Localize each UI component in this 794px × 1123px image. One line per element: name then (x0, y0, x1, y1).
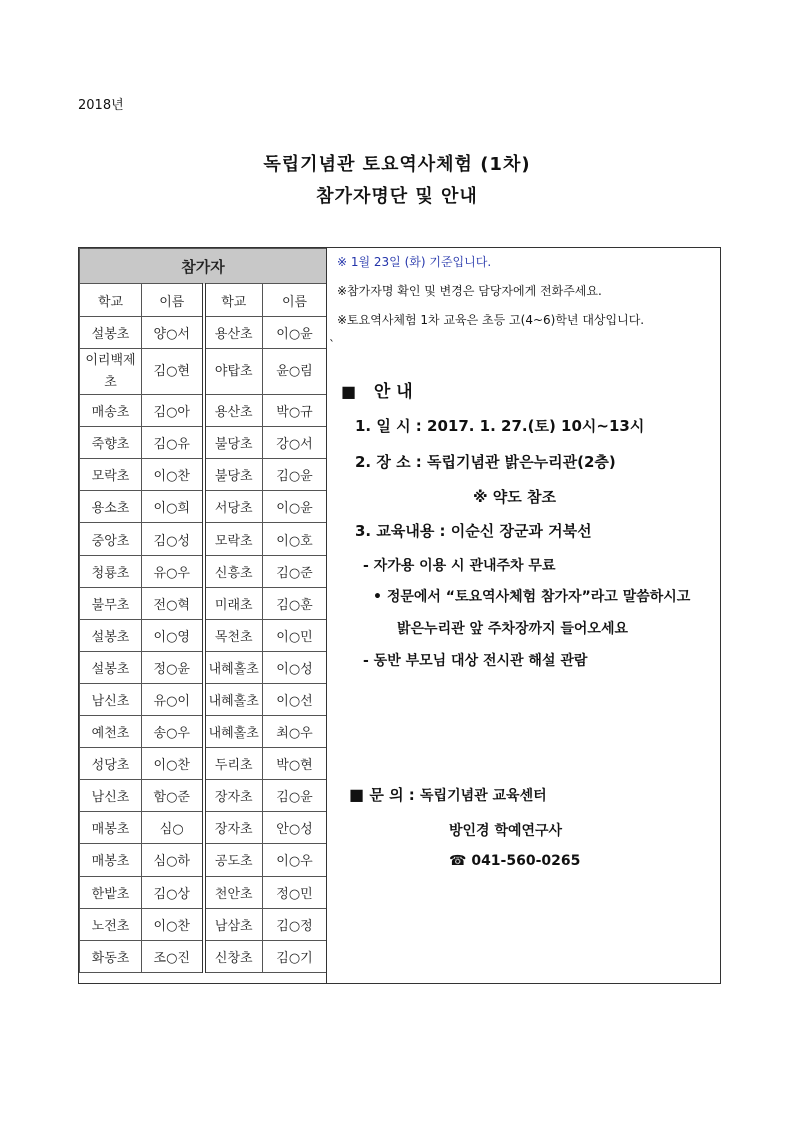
phone-number: 041-560-0265 (471, 853, 581, 869)
guide-place: 2. 장 소 : 독립기념관 밝은누리관(2층) (355, 453, 616, 471)
name-cell: 김○상 (142, 876, 204, 908)
name-cell: 심○ (142, 812, 204, 844)
name-cell: 김○정 (263, 908, 327, 940)
phone-icon: ☎ (449, 853, 467, 869)
table-row (80, 317, 327, 349)
school-cell: 매송초 (80, 395, 142, 427)
table-row (80, 908, 327, 940)
name-cell: 조○진 (142, 940, 204, 972)
notes-block (337, 254, 717, 341)
name-cell: 김○윤 (263, 780, 327, 812)
name-cell: 이○영 (142, 619, 204, 651)
name-cell: 김○성 (142, 523, 204, 555)
school-cell: 설봉초 (80, 317, 142, 349)
name-cell: 박○규 (263, 395, 327, 427)
school-cell: 매봉초 (80, 844, 142, 876)
guide-heading (341, 377, 413, 402)
column-header: 학교 (80, 284, 142, 317)
school-cell: 내혜홀초 (204, 716, 263, 748)
name-cell: 송○우 (142, 716, 204, 748)
table-row (80, 427, 327, 459)
table-row (80, 876, 327, 908)
school-cell: 공도초 (204, 844, 263, 876)
school-cell: 두리초 (204, 748, 263, 780)
stray-mark: ` (329, 338, 335, 352)
name-cell: 이○호 (263, 523, 327, 555)
contact-person: 방인경 학예연구사 (449, 823, 563, 839)
name-cell: 심○하 (142, 844, 204, 876)
guide-parents: - 동반 부모님 대상 전시관 해설 관람 (363, 653, 588, 669)
name-cell: 이○민 (263, 619, 327, 651)
note-date: ※ 1월 23일 (화) 기준입니다. (337, 255, 492, 269)
column-header: 이름 (142, 284, 204, 317)
note-target: ※토요역사체험 1차 교육은 초등 고(4~6)학년 대상입니다. (337, 313, 645, 327)
name-cell: 정○윤 (142, 651, 204, 683)
table-row (80, 844, 327, 876)
name-cell: 김○유 (142, 427, 204, 459)
name-cell: 최○우 (263, 716, 327, 748)
school-cell: 설봉초 (80, 619, 142, 651)
name-cell: 김○현 (142, 349, 204, 395)
name-cell: 이○윤 (263, 491, 327, 523)
school-cell: 청룡초 (80, 555, 142, 587)
school-cell: 이리백제초 (80, 349, 142, 395)
table-row (80, 812, 327, 844)
table-row (80, 587, 327, 619)
name-cell: 윤○림 (263, 349, 327, 395)
guide-parking: - 자가용 이용 시 관내주차 무료 (363, 558, 556, 574)
table-row (80, 651, 327, 683)
school-cell: 야탑초 (204, 349, 263, 395)
school-cell: 용산초 (204, 317, 263, 349)
table-row (80, 780, 327, 812)
school-cell: 모락초 (204, 523, 263, 555)
table-row (80, 748, 327, 780)
guide-gate-cont: 밝은누리관 앞 주차장까지 들어오세요 (397, 621, 629, 637)
name-cell: 유○우 (142, 555, 204, 587)
guide-gate: • 정문에서 “토요역사체험 참가자”라고 말씀하시고 (373, 589, 691, 605)
name-cell: 이○성 (263, 651, 327, 683)
school-cell: 신창초 (204, 940, 263, 972)
school-cell: 불당초 (204, 427, 263, 459)
contact-line (349, 784, 547, 805)
table-row (80, 523, 327, 555)
school-cell: 장자초 (204, 780, 263, 812)
note-contact: ※참가자명 확인 및 변경은 담당자에게 전화주세요. (337, 284, 602, 298)
school-cell: 화동초 (80, 940, 142, 972)
name-cell: 이○찬 (142, 459, 204, 491)
school-cell: 남신초 (80, 683, 142, 715)
school-cell: 용산초 (204, 395, 263, 427)
guide-topic: 3. 교육내용 : 이순신 장군과 거북선 (355, 522, 592, 540)
table-row (80, 459, 327, 491)
table-row (80, 619, 327, 651)
school-cell: 예천초 (80, 716, 142, 748)
content-frame (78, 247, 721, 984)
table-row (80, 716, 327, 748)
school-cell: 장자초 (204, 812, 263, 844)
table-row (80, 349, 327, 395)
school-cell: 미래초 (204, 587, 263, 619)
school-cell: 내혜홀초 (204, 683, 263, 715)
name-cell: 함○준 (142, 780, 204, 812)
guide-map-note: ※ 약도 참조 (473, 488, 556, 506)
school-cell: 죽향초 (80, 427, 142, 459)
name-cell: 김○아 (142, 395, 204, 427)
square-bullet-icon: ■ (349, 785, 365, 804)
contact-label: 문 의 : (369, 786, 415, 804)
school-cell: 중앙초 (80, 523, 142, 555)
school-cell: 성당초 (80, 748, 142, 780)
contact-org: 독립기념관 교육센터 (420, 788, 547, 804)
column-header: 학교 (204, 284, 263, 317)
guide-date: 1. 일 시 : 2017. 1. 27.(토) 10시~13시 (355, 417, 645, 435)
table-row (80, 555, 327, 587)
participant-table (79, 248, 327, 973)
table-row (80, 683, 327, 715)
school-cell: 목천초 (204, 619, 263, 651)
name-cell: 전○혁 (142, 587, 204, 619)
name-cell: 이○선 (263, 683, 327, 715)
school-cell: 용소초 (80, 491, 142, 523)
guide-heading-text: 안 내 (373, 382, 413, 402)
page-subtitle: 참가자명단 및 안내 (316, 186, 478, 207)
name-cell: 안○성 (263, 812, 327, 844)
name-cell: 김○훈 (263, 587, 327, 619)
school-cell: 서당초 (204, 491, 263, 523)
name-cell: 이○윤 (263, 317, 327, 349)
name-cell: 이○우 (263, 844, 327, 876)
name-cell: 김○윤 (263, 459, 327, 491)
name-cell: 박○현 (263, 748, 327, 780)
column-divider (326, 248, 327, 983)
school-cell: 노전초 (80, 908, 142, 940)
year-label: 2018년 (78, 98, 124, 113)
column-header: 이름 (263, 284, 327, 317)
name-cell: 강○서 (263, 427, 327, 459)
contact-phone (449, 853, 580, 869)
school-cell: 모락초 (80, 459, 142, 491)
name-cell: 유○이 (142, 683, 204, 715)
name-cell: 정○민 (263, 876, 327, 908)
name-cell: 이○찬 (142, 908, 204, 940)
name-cell: 이○희 (142, 491, 204, 523)
school-cell: 신흥초 (204, 555, 263, 587)
name-cell: 김○기 (263, 940, 327, 972)
school-cell: 불무초 (80, 587, 142, 619)
school-cell: 남신초 (80, 780, 142, 812)
school-cell: 남삼초 (204, 908, 263, 940)
table-caption: 참가자 (80, 249, 327, 284)
table-row (80, 491, 327, 523)
page-title: 독립기념관 토요역사체험 (1차) (263, 154, 531, 175)
school-cell: 설봉초 (80, 651, 142, 683)
name-cell: 양○서 (142, 317, 204, 349)
school-cell: 불당초 (204, 459, 263, 491)
school-cell: 천안초 (204, 876, 263, 908)
school-cell: 한밭초 (80, 876, 142, 908)
school-cell: 매봉초 (80, 812, 142, 844)
table-row (80, 395, 327, 427)
name-cell: 김○준 (263, 555, 327, 587)
table-row (80, 940, 327, 972)
table-header-row (80, 284, 327, 317)
school-cell: 내혜홀초 (204, 651, 263, 683)
square-bullet-icon: ■ (341, 382, 357, 401)
name-cell: 이○찬 (142, 748, 204, 780)
